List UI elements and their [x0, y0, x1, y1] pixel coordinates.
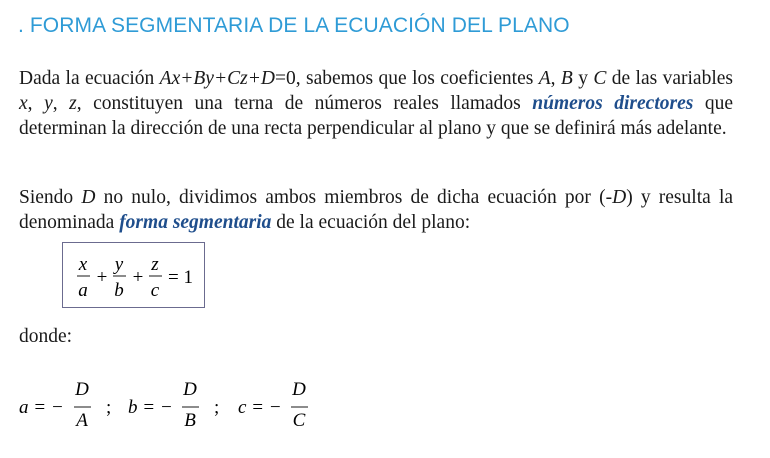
equals-one: = 1 — [168, 267, 193, 288]
def-a-lhs: a = − — [19, 397, 64, 418]
frac-x-num: x — [78, 254, 88, 275]
donde-label: donde: — [19, 326, 73, 347]
plus-1: + — [96, 267, 108, 288]
separator-2: ; — [214, 397, 220, 418]
paragraph-segmentaria: Siendo D no nulo, dividimos ambos miembros de dicha ecuación por (-D) y resulta la denominada forma segmentaria de la ecuación del plano: — [19, 187, 734, 233]
frac-z-num: z — [151, 254, 159, 275]
frac-y-num: y — [114, 254, 124, 275]
frac-y-den: b — [114, 280, 124, 301]
segmental-equation — [63, 243, 204, 307]
paragraph-directores: Dada la ecuación Ax+By+Cz+D=0, sabemos que los coeficientes A, B y C de las variables x, y, z, constituyen una terna de números reales llamados números directores que determinan la dirección de una recta perpendicular al plano y que se definirá más adelante. — [19, 68, 734, 139]
term-numeros-directores: números directores — [532, 93, 694, 114]
def-a-num: D — [75, 379, 89, 400]
def-c-den: C — [292, 410, 306, 431]
separator-1: ; — [106, 397, 112, 418]
def-a-den: A — [76, 410, 88, 431]
def-b-den: B — [184, 410, 196, 431]
intercept-definitions — [0, 370, 360, 440]
def-b-num: D — [183, 379, 197, 400]
def-c-lhs: c = − — [238, 397, 282, 418]
term-forma-segmentaria: forma segmentaria — [119, 212, 272, 233]
frac-x-den: a — [78, 280, 88, 301]
def-c-num: D — [292, 379, 306, 400]
frac-z-den: c — [150, 280, 160, 301]
def-b-lhs: b = − — [128, 397, 173, 418]
plus-2: + — [132, 267, 144, 288]
formula-box — [62, 242, 205, 308]
section-title: . FORMA SEGMENTARIA DE LA ECUACIÓN DEL PLANO — [18, 14, 570, 37]
